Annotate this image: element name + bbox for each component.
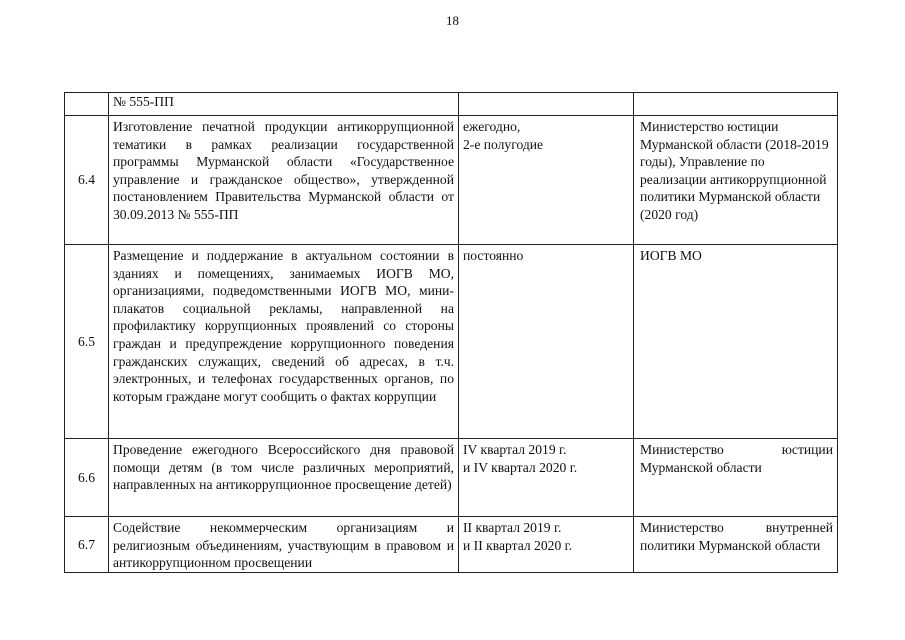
measure-text: Размещение и поддержание в актуальном состоянии в зданиях и помещениях, занимаемых ИОГВ МО, организациями, подведомственными ИОГВ МО, мини-плакатов социальной рекламы, направленной на профилактику коррупционных проявлений со стороны граждан и предупреждение коррупционного поведения гражданских служащих, сведений об адресах, в т.ч. электронных, и телефонах государственных органов, по которым граждане могут сообщить о фактах коррупции xyxy=(109,245,459,439)
table-row xyxy=(65,116,838,245)
measure-text: Содействие некоммерческим организациям и религиозным объединениям, участвующим в правовом и антикоррупционном просвещении xyxy=(109,517,459,573)
table-row xyxy=(65,93,838,116)
measure-text: Проведение ежегодного Всероссийского дня правовой помощи детям (в том числе различных мероприятий, направленных на антикоррупционное просвещение детей) xyxy=(109,439,459,517)
responsible-text: ИОГВ МО xyxy=(634,245,838,439)
deadline-text xyxy=(459,93,634,116)
row-number: 6.4 xyxy=(65,116,109,245)
deadline-text: ежегодно, 2-е полугодие xyxy=(459,116,634,245)
table-row xyxy=(65,517,838,573)
deadline-text: IV квартал 2019 г. и IV квартал 2020 г. xyxy=(459,439,634,517)
table-row xyxy=(65,439,838,517)
row-number: 6.6 xyxy=(65,439,109,517)
page-number: 18 xyxy=(446,13,459,28)
responsible-text: Министерство юстиции Мурманской области (2018-2019 годы), Управление по реализации антикоррупционной политики Мурманской области (2020 год) xyxy=(634,116,838,245)
measure-text: № 555-ПП xyxy=(109,93,459,116)
responsible-text: Министерство внутренней политики Мурманской области xyxy=(634,517,838,573)
deadline-text: II квартал 2019 г. и II квартал 2020 г. xyxy=(459,517,634,573)
measure-text: Изготовление печатной продукции антикоррупционной тематики в рамках реализации государственной программы Мурманской области «Государственное управление и гражданское общество», утвержденной постановлением Правительства Мурманской области от 30.09.2013 № 555-ПП xyxy=(109,116,459,245)
table-row xyxy=(65,245,838,439)
deadline-text: постоянно xyxy=(459,245,634,439)
responsible-text xyxy=(634,93,838,116)
row-number: 6.7 xyxy=(65,517,109,573)
row-number xyxy=(65,93,109,116)
row-number: 6.5 xyxy=(65,245,109,439)
responsible-text: Министерство юстиции Мурманской области xyxy=(634,439,838,517)
measures-table xyxy=(64,92,838,573)
